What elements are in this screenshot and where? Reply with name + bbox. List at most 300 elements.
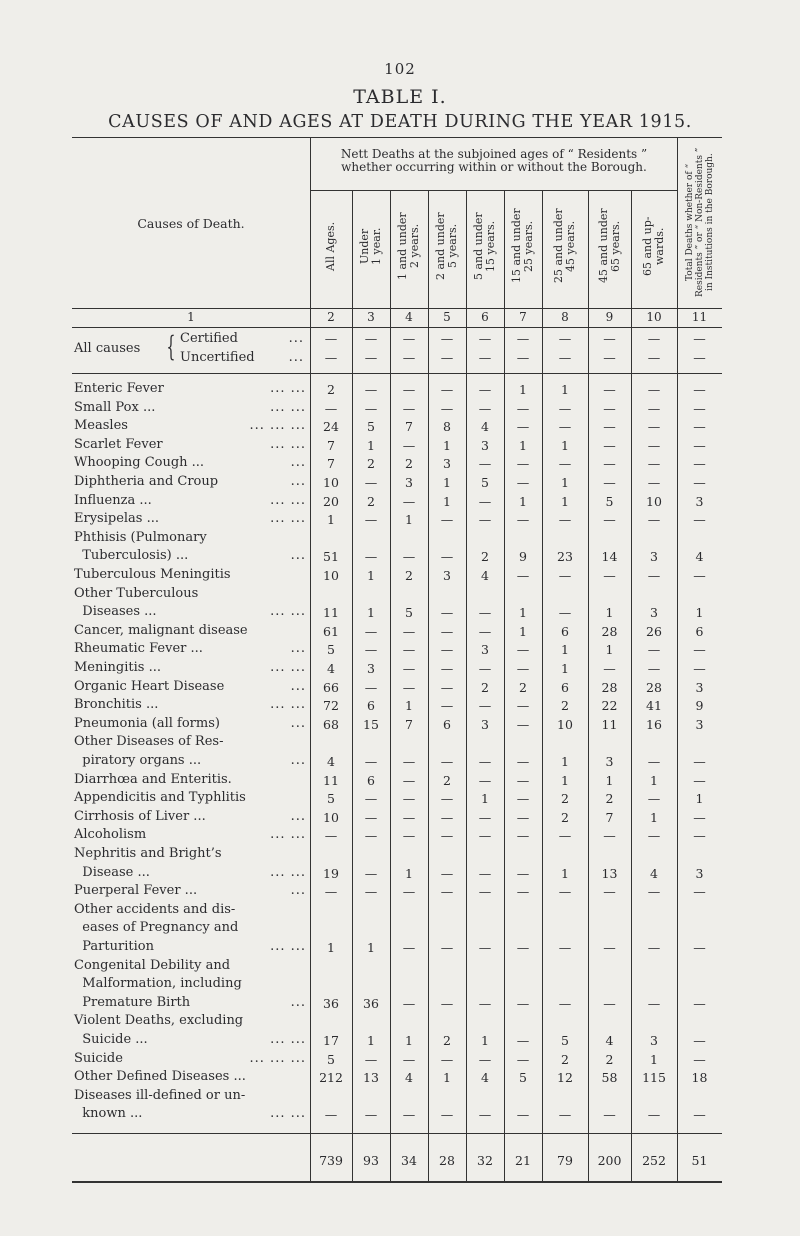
table-cell: — xyxy=(402,884,416,900)
row-label-line xyxy=(74,641,310,656)
table-cell: — xyxy=(402,791,416,807)
column-number: 8 xyxy=(561,310,569,324)
table-cell: 5 xyxy=(561,1033,569,1048)
table-cell: — xyxy=(516,475,530,490)
table-cell: 18 xyxy=(691,1070,708,1086)
table-cell: — xyxy=(364,828,378,844)
table-cell: — xyxy=(558,568,572,583)
table-cell: 20 xyxy=(323,493,339,509)
age-column-header-text: 45 and under 65 years. xyxy=(596,208,622,284)
row-label-line xyxy=(74,790,310,805)
age-column-header xyxy=(631,192,677,304)
table-cell: — xyxy=(516,995,530,1011)
table-cell: — xyxy=(647,791,661,807)
table-cell: 1 xyxy=(443,437,451,453)
table-cell: 61 xyxy=(323,623,339,639)
row-label-line xyxy=(74,846,310,861)
table-cell: — xyxy=(693,350,706,365)
row-label-dots: ... ... xyxy=(270,697,306,713)
table-cell: 58 xyxy=(601,1070,618,1086)
table-cell: 2 xyxy=(405,568,413,583)
row-label-dots: ... ... xyxy=(270,1106,306,1122)
table-cell: — xyxy=(647,940,661,955)
table-cell: — xyxy=(516,698,530,714)
table-cell: 252 xyxy=(642,1153,666,1168)
table-cell: — xyxy=(478,828,492,844)
table-cell: — xyxy=(693,940,706,955)
table-cell: — xyxy=(440,698,454,714)
table-cell: — xyxy=(516,791,530,807)
table-cell: 3 xyxy=(367,661,375,676)
row-label-text: Other Defined Diseases ... xyxy=(74,1069,246,1085)
table-cell: — xyxy=(364,350,378,365)
column-divider xyxy=(390,190,391,1181)
table-cell: — xyxy=(440,865,454,881)
table-cell: 1 xyxy=(650,1051,658,1067)
row-label-text: Diseases ill-defined or un- xyxy=(74,1087,246,1103)
table-cell: — xyxy=(516,512,530,528)
table-cell: — xyxy=(558,400,572,416)
column-divider xyxy=(466,190,467,1181)
table-cell: — xyxy=(364,623,378,639)
column-number: 2 xyxy=(327,310,335,324)
table-cell: 51 xyxy=(691,1153,708,1168)
table-cell: 1 xyxy=(519,623,527,639)
table-cell: 1 xyxy=(695,605,704,621)
table-cell: — xyxy=(647,568,661,583)
table-cell: 1 xyxy=(561,754,569,769)
table-cell: 1 xyxy=(519,493,527,509)
table-cell: 1 xyxy=(405,698,413,714)
table-cell: — xyxy=(647,828,661,844)
row-label-text: Cancer, malignant disease xyxy=(74,622,248,638)
column-divider xyxy=(588,190,589,1181)
table-cell: — xyxy=(693,772,706,788)
table-cell: 2 xyxy=(605,791,614,807)
table-cell: 1 xyxy=(519,605,527,621)
table-cell: — xyxy=(647,884,661,900)
nett-deaths-header: Nett Deaths at the subjoined ages of “ Residents ” whether occurring within or without the Borough. xyxy=(340,147,648,174)
row-label-text: Uncertified xyxy=(180,350,255,365)
row-label-line xyxy=(74,976,310,991)
table-cell: — xyxy=(324,828,338,844)
row-label-line xyxy=(74,1106,310,1121)
table-cell: 4 xyxy=(327,754,335,769)
table-cell: — xyxy=(440,661,454,676)
row-label-dots: ... xyxy=(290,641,306,657)
column-number: 7 xyxy=(519,310,527,324)
table-cell: — xyxy=(402,382,416,397)
table-cell: — xyxy=(478,940,492,955)
page-number: 102 xyxy=(384,60,416,78)
row-label-line xyxy=(74,1051,310,1066)
table-cell: — xyxy=(478,456,492,472)
row-label-line xyxy=(74,920,310,935)
column-number-row xyxy=(72,309,722,328)
row-label-text: Premature Birth xyxy=(74,994,191,1010)
table-cell: — xyxy=(478,772,492,788)
table-cell: — xyxy=(402,549,416,565)
table-cell: 9 xyxy=(695,698,704,714)
table-cell: — xyxy=(364,884,378,900)
table-cell: — xyxy=(603,437,616,453)
table-cell: 6 xyxy=(561,679,569,695)
row-label-dots: ... ... xyxy=(270,399,306,415)
table-cell: — xyxy=(693,382,706,397)
table-cell: 3 xyxy=(695,716,704,732)
table-cell: — xyxy=(603,828,616,844)
column-number: 1 xyxy=(187,310,195,324)
table-cell: 2 xyxy=(443,1033,451,1048)
table-cell: — xyxy=(516,809,530,825)
row-label-line xyxy=(74,883,310,898)
row-label-dots: ... xyxy=(290,474,306,489)
table-cell: — xyxy=(324,884,338,900)
row-label-dots: ... ... xyxy=(270,938,306,954)
table-cell: 1 xyxy=(561,493,569,509)
table-cell: 1 xyxy=(443,493,451,509)
row-label-dots: ... ... xyxy=(270,827,306,843)
row-label-dots: ... xyxy=(288,350,304,365)
table-cell: — xyxy=(440,828,454,844)
row-label-text: Alcoholism xyxy=(74,827,147,843)
table-cell: 21 xyxy=(515,1153,531,1168)
table-cell: 1 xyxy=(367,568,375,583)
table-cell: — xyxy=(402,995,416,1011)
table-cell: — xyxy=(603,456,616,472)
row-label-dots: ... ... xyxy=(270,864,306,880)
table-cell: 2 xyxy=(561,791,569,807)
table-cell: 7 xyxy=(405,419,413,435)
table-cell: 7 xyxy=(605,809,614,825)
table-cell: — xyxy=(478,331,492,346)
table-cell: — xyxy=(647,754,661,769)
table-cell: — xyxy=(440,642,454,658)
table-cell: — xyxy=(603,512,616,528)
table-cell: 5 xyxy=(327,791,335,807)
table-cell: — xyxy=(647,400,661,416)
table-cell: — xyxy=(693,419,706,435)
brace-icon: { xyxy=(166,330,176,363)
table-cell: — xyxy=(440,791,454,807)
table-cell: — xyxy=(558,605,572,621)
table-cell: — xyxy=(440,940,454,955)
row-label-text: Suicide xyxy=(74,1050,123,1066)
row-label-text: Bronchitis ... xyxy=(74,697,159,713)
table-cell: 13 xyxy=(601,865,618,881)
table-cell: — xyxy=(603,995,616,1011)
table-cell: — xyxy=(402,679,416,695)
row-label-line xyxy=(74,455,310,470)
table-cell: 10 xyxy=(557,716,573,732)
table-cell: — xyxy=(516,419,530,435)
table-cell: — xyxy=(693,331,706,346)
table-cell: — xyxy=(693,1107,706,1123)
row-label-dots: ... xyxy=(290,752,306,768)
table-cell: — xyxy=(440,350,454,365)
table-bottom-line xyxy=(72,1181,722,1183)
age-column-header xyxy=(352,192,390,304)
table-cell: 11 xyxy=(323,772,339,788)
table-cell: — xyxy=(603,400,616,416)
table-cell: 72 xyxy=(323,698,339,714)
row-label-line xyxy=(74,511,310,526)
table-cell: 10 xyxy=(323,809,339,825)
table-cell: — xyxy=(440,1051,454,1067)
table-cell: — xyxy=(558,512,572,528)
table-cell: 5 xyxy=(481,475,489,490)
row-label-text: Diarrhœa and Enteritis. xyxy=(74,771,232,787)
column-divider xyxy=(310,138,311,1181)
table-cell: 6 xyxy=(695,623,704,639)
table-cell: 7 xyxy=(405,716,413,732)
age-column-header xyxy=(310,192,352,304)
table-cell: — xyxy=(693,512,706,528)
table-cell: — xyxy=(558,331,572,346)
table-cell: 1 xyxy=(481,791,489,807)
totals-divider xyxy=(72,1133,722,1134)
table-cell: 3 xyxy=(650,605,658,621)
table-cell: — xyxy=(516,828,530,844)
table-cell: — xyxy=(693,884,706,900)
row-label-text: Violent Deaths, excluding xyxy=(74,1013,244,1029)
column-number: 4 xyxy=(405,310,413,324)
age-column-header-text: 1 and under 2 years. xyxy=(396,212,421,280)
table-cell: 16 xyxy=(646,716,662,732)
table-cell: — xyxy=(364,791,378,807)
row-label-text: Other accidents and dis- xyxy=(74,901,236,917)
table-cell: 1 xyxy=(443,475,451,490)
table-cell: 4 xyxy=(605,1033,614,1048)
row-label-line xyxy=(74,697,310,712)
table-cell: 2 xyxy=(367,456,375,472)
column-number: 11 xyxy=(691,310,708,324)
table-cell: — xyxy=(440,331,454,346)
table-cell: 1 xyxy=(605,642,614,658)
row-label-dots: ... xyxy=(290,678,306,694)
table-cell: — xyxy=(558,350,572,365)
table-cell: — xyxy=(478,809,492,825)
table-cell: — xyxy=(516,940,530,955)
table-cell: — xyxy=(478,995,492,1011)
table-cell: 11 xyxy=(323,605,339,621)
table-cell: — xyxy=(647,350,661,365)
row-label-dots: ... ... xyxy=(270,604,306,620)
column-divider xyxy=(428,190,429,1181)
table-cell: 1 xyxy=(367,940,375,955)
table-cell: — xyxy=(693,754,706,769)
table-cell: — xyxy=(324,350,338,365)
row-label-line xyxy=(74,548,310,563)
table-subtitle: CAUSES OF AND AGES AT DEATH DURING THE YEAR 1915. xyxy=(108,112,692,132)
row-label-line xyxy=(74,753,310,768)
table-cell: — xyxy=(516,1033,530,1048)
table-cell: 24 xyxy=(323,419,339,435)
row-label-dots: ... ... xyxy=(270,511,306,527)
row-label-text: Scarlet Fever xyxy=(74,436,163,452)
row-label-line xyxy=(74,1013,310,1028)
table-cell: 32 xyxy=(477,1153,493,1168)
table-cell: — xyxy=(647,419,661,435)
table-cell: — xyxy=(693,568,706,583)
table-cell: — xyxy=(647,382,661,397)
table-cell: 1 xyxy=(481,1033,489,1048)
table-cell: — xyxy=(516,331,530,346)
table-cell: — xyxy=(516,642,530,658)
header-divider xyxy=(310,190,677,191)
table-cell: — xyxy=(440,754,454,769)
table-cell: — xyxy=(440,549,454,565)
row-label-line xyxy=(74,530,310,545)
table-cell: 4 xyxy=(481,419,489,435)
column-number: 9 xyxy=(605,310,614,324)
table-cell: — xyxy=(558,456,572,472)
table-cell: 6 xyxy=(561,623,569,639)
table-cell: — xyxy=(402,437,416,453)
table-cell: — xyxy=(364,475,378,490)
table-cell: 1 xyxy=(519,382,527,397)
row-label-text: Other Tuberculous xyxy=(74,585,199,601)
row-label-line xyxy=(74,902,310,917)
table-cell: 2 xyxy=(367,493,375,509)
table-cell: — xyxy=(516,400,530,416)
table-cell: 12 xyxy=(557,1070,573,1086)
table-cell: — xyxy=(402,772,416,788)
table-cell: 34 xyxy=(401,1153,417,1168)
table-cell: 13 xyxy=(363,1070,379,1086)
age-column-header-text: 2 and under 5 years. xyxy=(434,212,459,280)
table-cell: 3 xyxy=(695,493,704,509)
death-causes-table xyxy=(72,137,722,1183)
table-cell: — xyxy=(693,437,706,453)
table-cell: — xyxy=(364,642,378,658)
table-cell: 115 xyxy=(642,1070,666,1086)
row-label-text: piratory organs ... xyxy=(74,752,202,768)
table-cell: 3 xyxy=(650,1033,658,1048)
table-cell: 739 xyxy=(319,1153,343,1168)
table-cell: — xyxy=(440,623,454,639)
column-number: 10 xyxy=(646,310,662,324)
row-label-line xyxy=(74,734,310,749)
table-cell: 1 xyxy=(327,512,335,528)
table-cell: — xyxy=(693,400,706,416)
table-cell: — xyxy=(558,419,572,435)
table-cell: 14 xyxy=(601,549,618,565)
row-label xyxy=(180,350,310,365)
column-divider xyxy=(504,190,505,1181)
row-label-dots: ... xyxy=(290,548,306,564)
table-cell: — xyxy=(693,1033,706,1048)
table-cell: 1 xyxy=(367,605,375,621)
row-label-line xyxy=(74,772,310,787)
row-label-dots: ... ... ... xyxy=(249,1050,306,1066)
table-cell: — xyxy=(440,512,454,528)
table-cell: 5 xyxy=(327,1051,335,1067)
table-cell: — xyxy=(516,568,530,583)
table-cell: — xyxy=(402,623,416,639)
row-label-text: Small Pox ... xyxy=(74,399,156,415)
table-title: TABLE I. xyxy=(353,86,447,108)
table-cell: — xyxy=(647,1107,661,1123)
table-cell: 3 xyxy=(650,549,658,565)
table-cell: 7 xyxy=(327,456,335,472)
row-label-line xyxy=(74,679,310,694)
row-label-text: known ... xyxy=(74,1106,143,1122)
table-cell: — xyxy=(478,754,492,769)
row-label-dots: ... ... xyxy=(270,436,306,452)
table-cell: 3 xyxy=(605,754,614,769)
row-label-text: eases of Pregnancy and xyxy=(74,920,239,936)
total-deaths-header-text: Total Deaths whether of “ Residents ” or “ Non-Residents ” in Institutions in the Borough. xyxy=(684,147,715,297)
table-cell: — xyxy=(478,400,492,416)
row-label-text: Cirrhosis of Liver ... xyxy=(74,808,206,824)
table-cell: — xyxy=(324,1107,338,1123)
row-label-line xyxy=(74,474,310,489)
row-label-text: Congenital Debility and xyxy=(74,957,231,973)
table-cell: — xyxy=(558,995,572,1011)
table-cell: — xyxy=(516,716,530,732)
row-label-line xyxy=(74,437,310,452)
table-cell: 1 xyxy=(405,865,413,881)
table-cell: 3 xyxy=(405,475,413,490)
table-cell: — xyxy=(647,661,661,676)
table-cell: — xyxy=(647,512,661,528)
table-cell: 1 xyxy=(561,772,569,788)
table-cell: 5 xyxy=(519,1070,527,1086)
table-cell: — xyxy=(440,400,454,416)
row-label-dots: ... ... xyxy=(270,1031,306,1047)
table-cell: — xyxy=(693,828,706,844)
table-cell: — xyxy=(402,331,416,346)
causes-header: Causes of Death. xyxy=(137,216,245,231)
table-cell: 2 xyxy=(481,679,489,695)
row-label-text: Disease ... xyxy=(74,864,150,880)
table-cell: 28 xyxy=(601,679,618,695)
table-cell: 1 xyxy=(605,605,614,621)
row-label-line xyxy=(74,660,310,675)
table-cell: 36 xyxy=(323,995,339,1011)
table-cell: — xyxy=(478,1107,492,1123)
table-cell: 6 xyxy=(367,772,375,788)
table-cell: — xyxy=(478,350,492,365)
row-label-dots: ... xyxy=(290,883,306,899)
column-divider xyxy=(677,138,678,1181)
table-cell: — xyxy=(402,1051,416,1067)
table-cell: — xyxy=(364,865,378,881)
table-cell: 22 xyxy=(601,698,618,714)
table-cell: — xyxy=(478,623,492,639)
table-cell: — xyxy=(603,1107,616,1123)
table-cell: — xyxy=(647,331,661,346)
table-cell: — xyxy=(402,642,416,658)
table-cell: — xyxy=(603,331,616,346)
table-cell: 2 xyxy=(519,679,527,695)
table-cell: 2 xyxy=(327,382,335,397)
table-cell: 3 xyxy=(695,679,704,695)
table-cell: 4 xyxy=(405,1070,413,1086)
column-divider xyxy=(352,190,353,1181)
table-cell: — xyxy=(440,382,454,397)
table-cell: — xyxy=(402,809,416,825)
table-cell: — xyxy=(603,940,616,955)
row-label-text: Suicide ... xyxy=(74,1031,148,1047)
table-cell: 36 xyxy=(363,995,379,1011)
column-divider xyxy=(631,190,632,1181)
table-cell: 9 xyxy=(519,549,527,565)
row-label-line xyxy=(74,1069,310,1084)
column-divider xyxy=(542,190,543,1181)
table-cell: — xyxy=(693,1051,706,1067)
